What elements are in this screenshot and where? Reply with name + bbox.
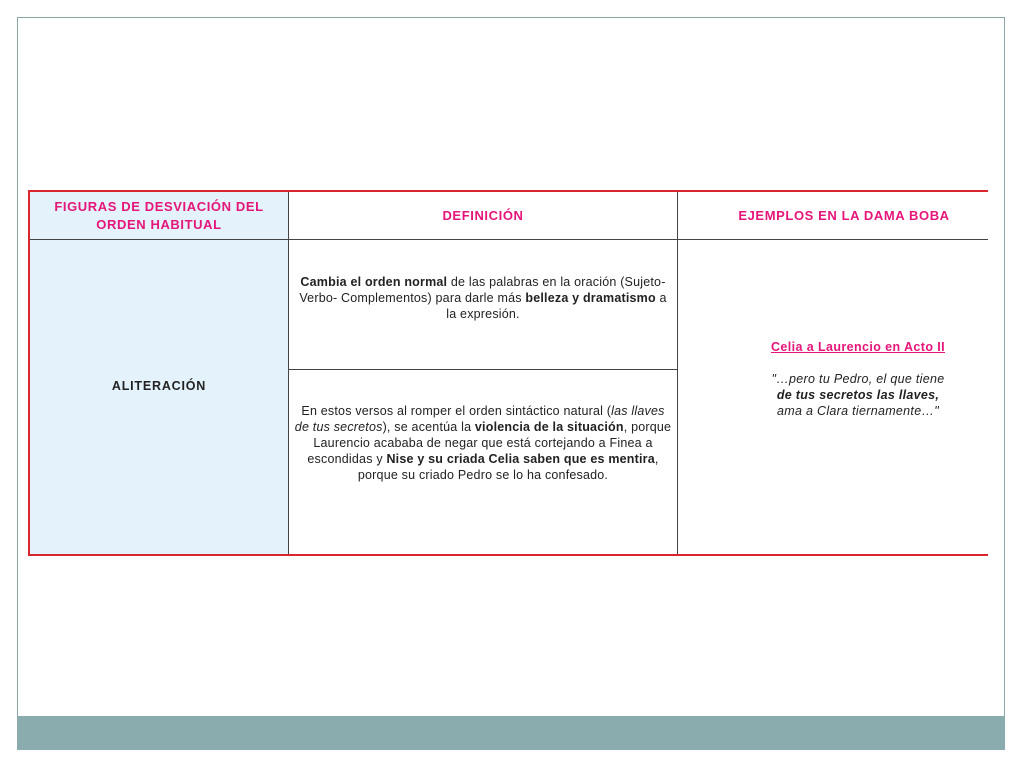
exp-text-3: , porque Laurencio acababa de negar que está cortejando a Finea a escondidas y bbox=[307, 420, 672, 466]
example-quote-line-2 bbox=[678, 387, 988, 403]
definition-cell bbox=[288, 240, 677, 370]
exp-italic-1: las llaves de tus secretos bbox=[294, 404, 665, 434]
def-bold-2: belleza y dramatismo bbox=[525, 291, 656, 305]
figura-cell: ALITERACIÓN bbox=[30, 240, 288, 554]
exp-text-2: ), se acentúa la bbox=[382, 420, 475, 434]
footer-bar bbox=[17, 716, 1005, 750]
header-figuras: FIGURAS DE DESVIACIÓN DEL ORDEN HABITUAL bbox=[30, 192, 288, 240]
exp-text-1: En estos versos al romper el orden sintáctico natural ( bbox=[301, 404, 612, 418]
header-ejemplos: EJEMPLOS EN LA DAMA BOBA bbox=[677, 192, 988, 240]
example-title: Celia a Laurencio en Acto II bbox=[771, 340, 945, 354]
exp-bold-2: Nise y su criada Celia saben que es mentira bbox=[386, 452, 655, 466]
def-text-1: de las palabras en la oración (Sujeto-Verbo- Complementos) para darle más bbox=[299, 275, 666, 305]
header-definicion: DEFINICIÓN bbox=[288, 192, 677, 240]
def-text-2: a la expresión. bbox=[446, 291, 667, 321]
example-quote-line-3: ama a Clara tiernamente…" bbox=[776, 404, 939, 418]
example-quote-line-1: "…pero tu Pedro, el que tiene bbox=[771, 372, 945, 386]
exp-bold-1: violencia de la situación bbox=[474, 420, 624, 434]
figures-table bbox=[28, 190, 988, 556]
explanation-cell bbox=[288, 370, 677, 554]
example-cell bbox=[677, 240, 988, 554]
def-bold-1: Cambia el orden normal bbox=[300, 275, 448, 289]
exp-text-4: , porque su criado Pedro se lo ha confesado. bbox=[357, 452, 659, 482]
example-quote-bold: de tus secretos las llaves, bbox=[776, 388, 940, 402]
